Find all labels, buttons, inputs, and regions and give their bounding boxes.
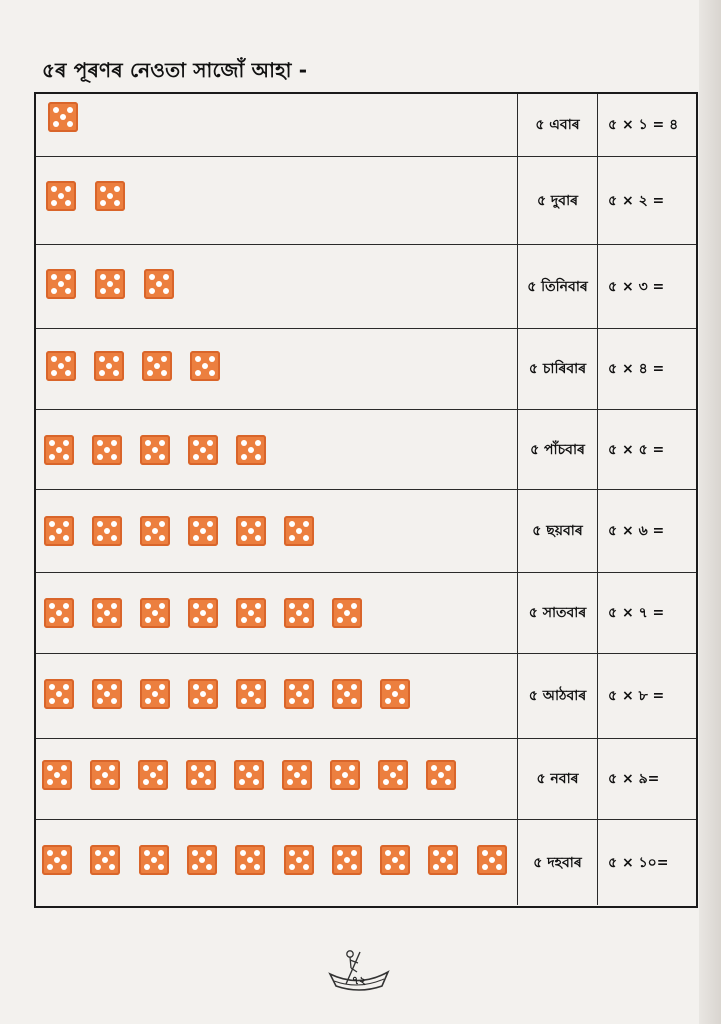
five-pip-die-icon	[140, 679, 170, 709]
five-pip-die-icon	[138, 760, 168, 790]
equation-cell[interactable]: ৫ × ৬ =	[608, 523, 665, 539]
times-label: ৫ ছয়বাৰ	[518, 490, 598, 572]
five-pip-die-icon	[44, 435, 74, 465]
five-pip-die-icon	[284, 598, 314, 628]
five-pip-die-icon	[186, 760, 216, 790]
dice-cell	[36, 739, 518, 819]
table-row	[36, 573, 696, 654]
five-pip-die-icon	[332, 845, 362, 875]
equation-cell[interactable]: ৫ × ৮ =	[608, 688, 665, 704]
times-label: ৫ আঠবাৰ	[518, 654, 598, 738]
multiplication-table	[34, 92, 698, 908]
five-pip-die-icon	[42, 845, 72, 875]
five-pip-die-icon	[92, 679, 122, 709]
five-pip-die-icon	[282, 760, 312, 790]
five-pip-die-icon	[187, 845, 217, 875]
five-pip-die-icon	[236, 435, 266, 465]
equation-cell[interactable]: ৫ × ৭ =	[608, 605, 665, 621]
five-pip-die-icon	[190, 351, 220, 381]
dice-cell	[36, 157, 518, 244]
five-pip-die-icon	[140, 516, 170, 546]
five-pip-die-icon	[95, 269, 125, 299]
table-row	[36, 490, 696, 573]
equation-cell[interactable]: ৫ × ৩ =	[608, 278, 665, 295]
five-pip-die-icon	[46, 181, 76, 211]
five-pip-die-icon	[92, 516, 122, 546]
page-number: ৭২	[351, 974, 367, 987]
times-label: ৫ দুবাৰ	[518, 157, 598, 244]
five-pip-die-icon	[140, 598, 170, 628]
table-row	[36, 410, 696, 490]
table-row	[36, 654, 696, 739]
five-pip-die-icon	[46, 351, 76, 381]
equation-cell[interactable]: ৫ × ১ = ৪	[608, 117, 679, 133]
five-pip-die-icon	[94, 351, 124, 381]
equation-cell[interactable]: ৫ × ৯=	[608, 771, 660, 787]
dice-cell	[36, 573, 518, 653]
five-pip-die-icon	[380, 845, 410, 875]
dice-cell	[36, 245, 518, 328]
five-pip-die-icon	[92, 435, 122, 465]
five-pip-die-icon	[188, 435, 218, 465]
five-pip-die-icon	[234, 760, 264, 790]
times-label: ৫ দহবাৰ	[518, 820, 598, 905]
table-row	[36, 739, 696, 820]
five-pip-die-icon	[44, 679, 74, 709]
five-pip-die-icon	[139, 845, 169, 875]
five-pip-die-icon	[378, 760, 408, 790]
times-label: ৫ এবাৰ	[518, 94, 598, 156]
five-pip-die-icon	[95, 181, 125, 211]
five-pip-die-icon	[144, 269, 174, 299]
dice-cell	[36, 654, 518, 738]
five-pip-die-icon	[188, 598, 218, 628]
table-row	[36, 820, 696, 905]
five-pip-die-icon	[380, 679, 410, 709]
equation-cell[interactable]: ৫ × ১০=	[608, 854, 669, 871]
table-row	[36, 329, 696, 410]
table-row	[36, 245, 696, 329]
equation-cell[interactable]: ৫ × ২ =	[608, 192, 665, 209]
equation-cell[interactable]: ৫ × ৫ =	[608, 441, 665, 458]
five-pip-die-icon	[284, 845, 314, 875]
five-pip-die-icon	[90, 845, 120, 875]
five-pip-die-icon	[428, 845, 458, 875]
five-pip-die-icon	[92, 598, 122, 628]
five-pip-die-icon	[48, 102, 78, 132]
times-label: ৫ চাৰিবাৰ	[518, 329, 598, 409]
times-label: ৫ তিনিবাৰ	[518, 245, 598, 328]
five-pip-die-icon	[46, 269, 76, 299]
five-pip-die-icon	[140, 435, 170, 465]
dice-cell	[36, 410, 518, 489]
five-pip-die-icon	[188, 516, 218, 546]
five-pip-die-icon	[284, 516, 314, 546]
five-pip-die-icon	[236, 598, 266, 628]
five-pip-die-icon	[236, 516, 266, 546]
table-row	[36, 157, 696, 245]
five-pip-die-icon	[44, 516, 74, 546]
times-label: ৫ পাঁচবাৰ	[518, 410, 598, 489]
five-pip-die-icon	[90, 760, 120, 790]
dice-cell	[36, 329, 518, 409]
times-label: ৫ সাতবাৰ	[518, 573, 598, 653]
five-pip-die-icon	[332, 598, 362, 628]
worksheet-heading: ৫ৰ পূৰণৰ নেওতা সাজোঁ আহা -	[42, 58, 308, 82]
dice-cell	[36, 820, 518, 905]
times-label: ৫ নবাৰ	[518, 739, 598, 819]
five-pip-die-icon	[426, 760, 456, 790]
five-pip-die-icon	[477, 845, 507, 875]
five-pip-die-icon	[332, 679, 362, 709]
five-pip-die-icon	[330, 760, 360, 790]
five-pip-die-icon	[142, 351, 172, 381]
five-pip-die-icon	[42, 760, 72, 790]
table-row	[36, 94, 696, 157]
five-pip-die-icon	[236, 679, 266, 709]
five-pip-die-icon	[188, 679, 218, 709]
dice-cell	[36, 94, 518, 156]
equation-cell[interactable]: ৫ × ৪ =	[608, 361, 665, 377]
five-pip-die-icon	[44, 598, 74, 628]
page-edge	[699, 0, 721, 1024]
five-pip-die-icon	[284, 679, 314, 709]
dice-cell	[36, 490, 518, 572]
five-pip-die-icon	[235, 845, 265, 875]
